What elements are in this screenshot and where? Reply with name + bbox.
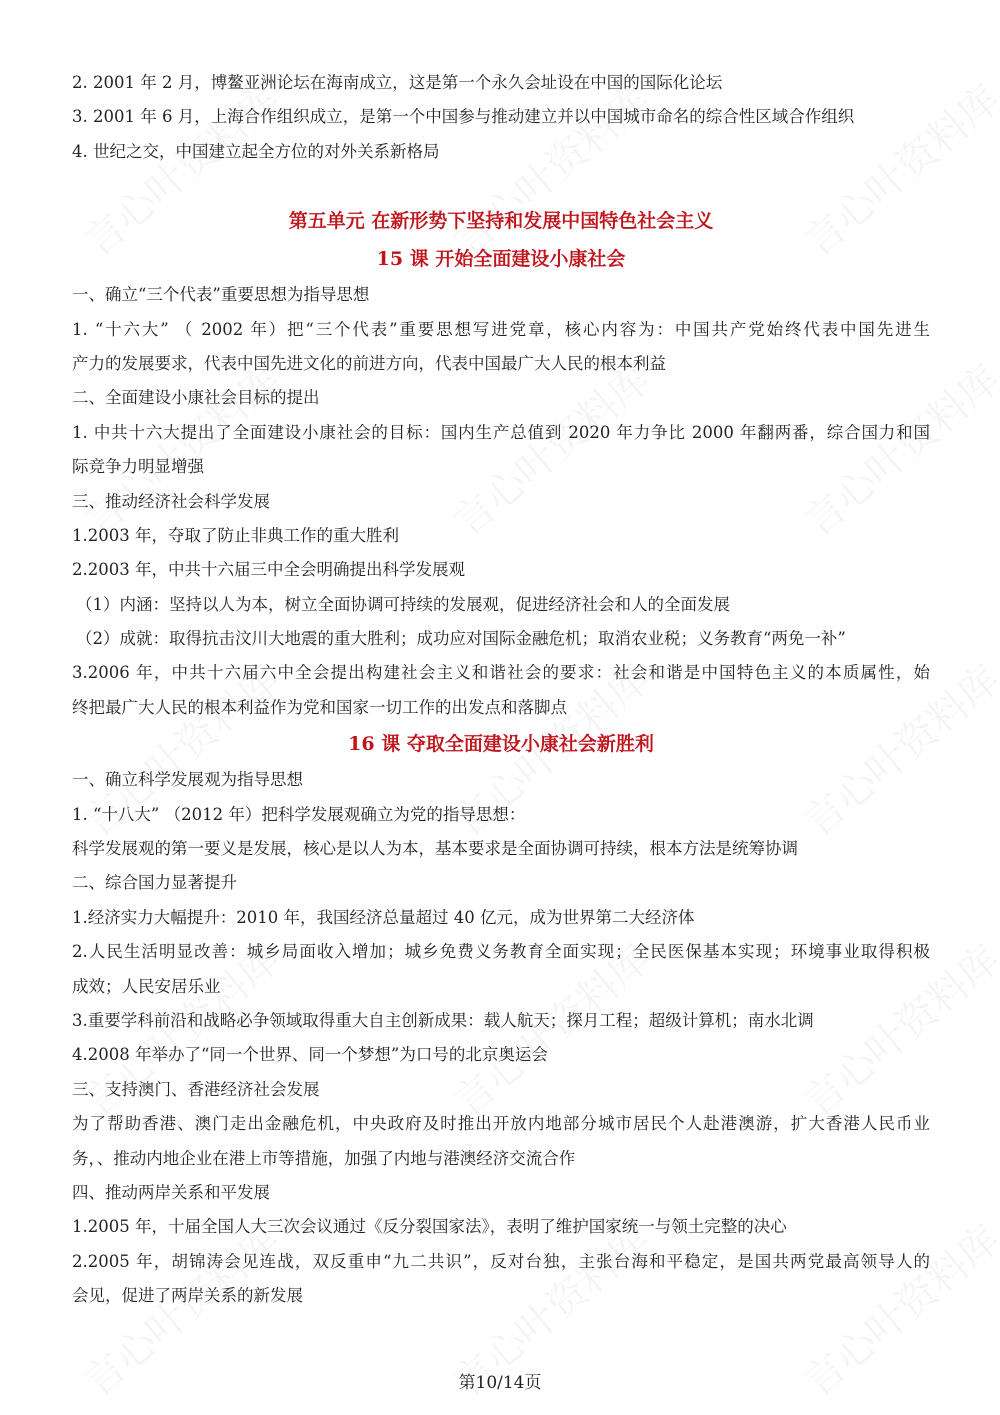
- text-line: 2.2005 年，胡锦涛会见连战，双反重申“九二共识”，反对台独，主张台海和平稳定，是国共两党最高领导人的: [72, 1251, 930, 1271]
- text-line: 务，、推动内地企业在港上市等措施，加强了内地与港澳经济交流合作: [72, 1148, 576, 1168]
- text-line: 二、全面建设小康社会目标的提出: [72, 388, 320, 408]
- text-line: 4.2008 年举办了“同一个世界、同一个梦想”为口号的北京奥运会: [72, 1045, 548, 1065]
- text-line: 终把最广大人民的根本利益作为党和国家一切工作的出发点和落脚点: [72, 697, 567, 717]
- text-line: 一、确立“三个代表”重要思想为指导思想: [72, 285, 370, 305]
- text-line: 2.2003 年，中共十六届三中全会明确提出科学发展观: [72, 560, 465, 580]
- text-line: 2.人民生活明显改善：城乡局面收入增加；城乡免费义务教育全面实现；全民医保基本实现；环境事业取得积极: [72, 942, 930, 962]
- text-line: （1）内涵：坚持以人为本，树立全面协调可持续的发展观，促进经济社会和人的全面发展: [76, 594, 730, 614]
- text-line: 成效；人民安居乐业: [72, 976, 221, 996]
- text-line: 三、推动经济社会科学发展: [72, 491, 270, 511]
- text-line: 二、综合国力显著提升: [72, 873, 237, 893]
- text-line: 四、推动两岸关系和平发展: [72, 1182, 270, 1202]
- text-line: 三、支持澳门、香港经济社会发展: [72, 1079, 320, 1099]
- text-line: 一、确立科学发展观为指导思想: [72, 770, 303, 790]
- section-heading: 第五单元 在新形势下坚持和发展中国特色社会主义: [288, 210, 714, 233]
- text-line: 1.2003 年，夺取了防止非典工作的重大胜利: [72, 525, 399, 545]
- section-heading: 15 课 开始全面建设小康社会: [376, 248, 626, 271]
- text-line: 1. “十八大” （2012 年）把科学发展观确立为党的指导思想：: [72, 804, 526, 824]
- text-line: 1.经济实力大幅提升：2010 年，我国经济总量超过 40 亿元，成为世界第二大经济体: [72, 907, 695, 927]
- text-line: 2. 2001 年 2 月，博鳌亚洲论坛在海南成立，这是第一个永久会址设在中国的国际化论坛: [72, 73, 723, 92]
- text-line: 际竞争力明显增强: [72, 457, 204, 477]
- text-line: 1.2005 年，十届全国人大三次会议通过《反分裂国家法》，表明了维护国家统一与领土完整的决心: [72, 1217, 787, 1237]
- page-number: 第10/14页: [458, 1373, 542, 1393]
- text-line: 4. 世纪之交，中国建立起全方位的对外关系新格局: [72, 141, 440, 161]
- text-line: 3. 2001 年 6 月，上海合作组织成立，是第一个中国参与推动建立并以中国城市命名的综合性区域合作组织: [72, 107, 855, 127]
- text-line: 产力的发展要求，代表中国先进文化的前进方向，代表中国最广大人民的根本利益: [72, 353, 666, 373]
- text-line: 为了帮助香港、澳门走出金融危机，中央政府及时推出开放内地部分城市居民个人赴港澳游，扩大香港人民币业: [72, 1114, 930, 1134]
- text-line: 3.重要学科前沿和战略必争领域取得重大自主创新成果：载人航天；探月工程；超级计算机；南水北调: [72, 1010, 814, 1030]
- text-line: （2）成就：取得抗击汶川大地震的重大胜利；成功应对国际金融危机；取消农业税；义务教育“两免一补”: [76, 629, 846, 649]
- text-line: 会见，促进了两岸关系的新发展: [72, 1286, 303, 1306]
- text-line: 1. “十六大” （ 2002 年）把“三个代表”重要思想写进党章，核心内容为：中国共产党始终代表中国先进生: [72, 319, 930, 339]
- text-line: 1. 中共十六大提出了全面建设小康社会的目标：国内生产总值到 2020 年力争比 2000 年翻两番，综合国力和国: [72, 422, 930, 442]
- text-line: 3.2006 年，中共十六届六中全会提出构建社会主义和谐社会的要求：社会和谐是中国特色主义的本质属性，始: [72, 663, 930, 683]
- section-heading: 16 课 夺取全面建设小康社会新胜利: [348, 733, 654, 756]
- text-line: 科学发展观的第一要义是发展，核心是以人为本，基本要求是全面协调可持续，根本方法是统筹协调: [72, 839, 798, 859]
- document-body: [72, 66, 930, 1314]
